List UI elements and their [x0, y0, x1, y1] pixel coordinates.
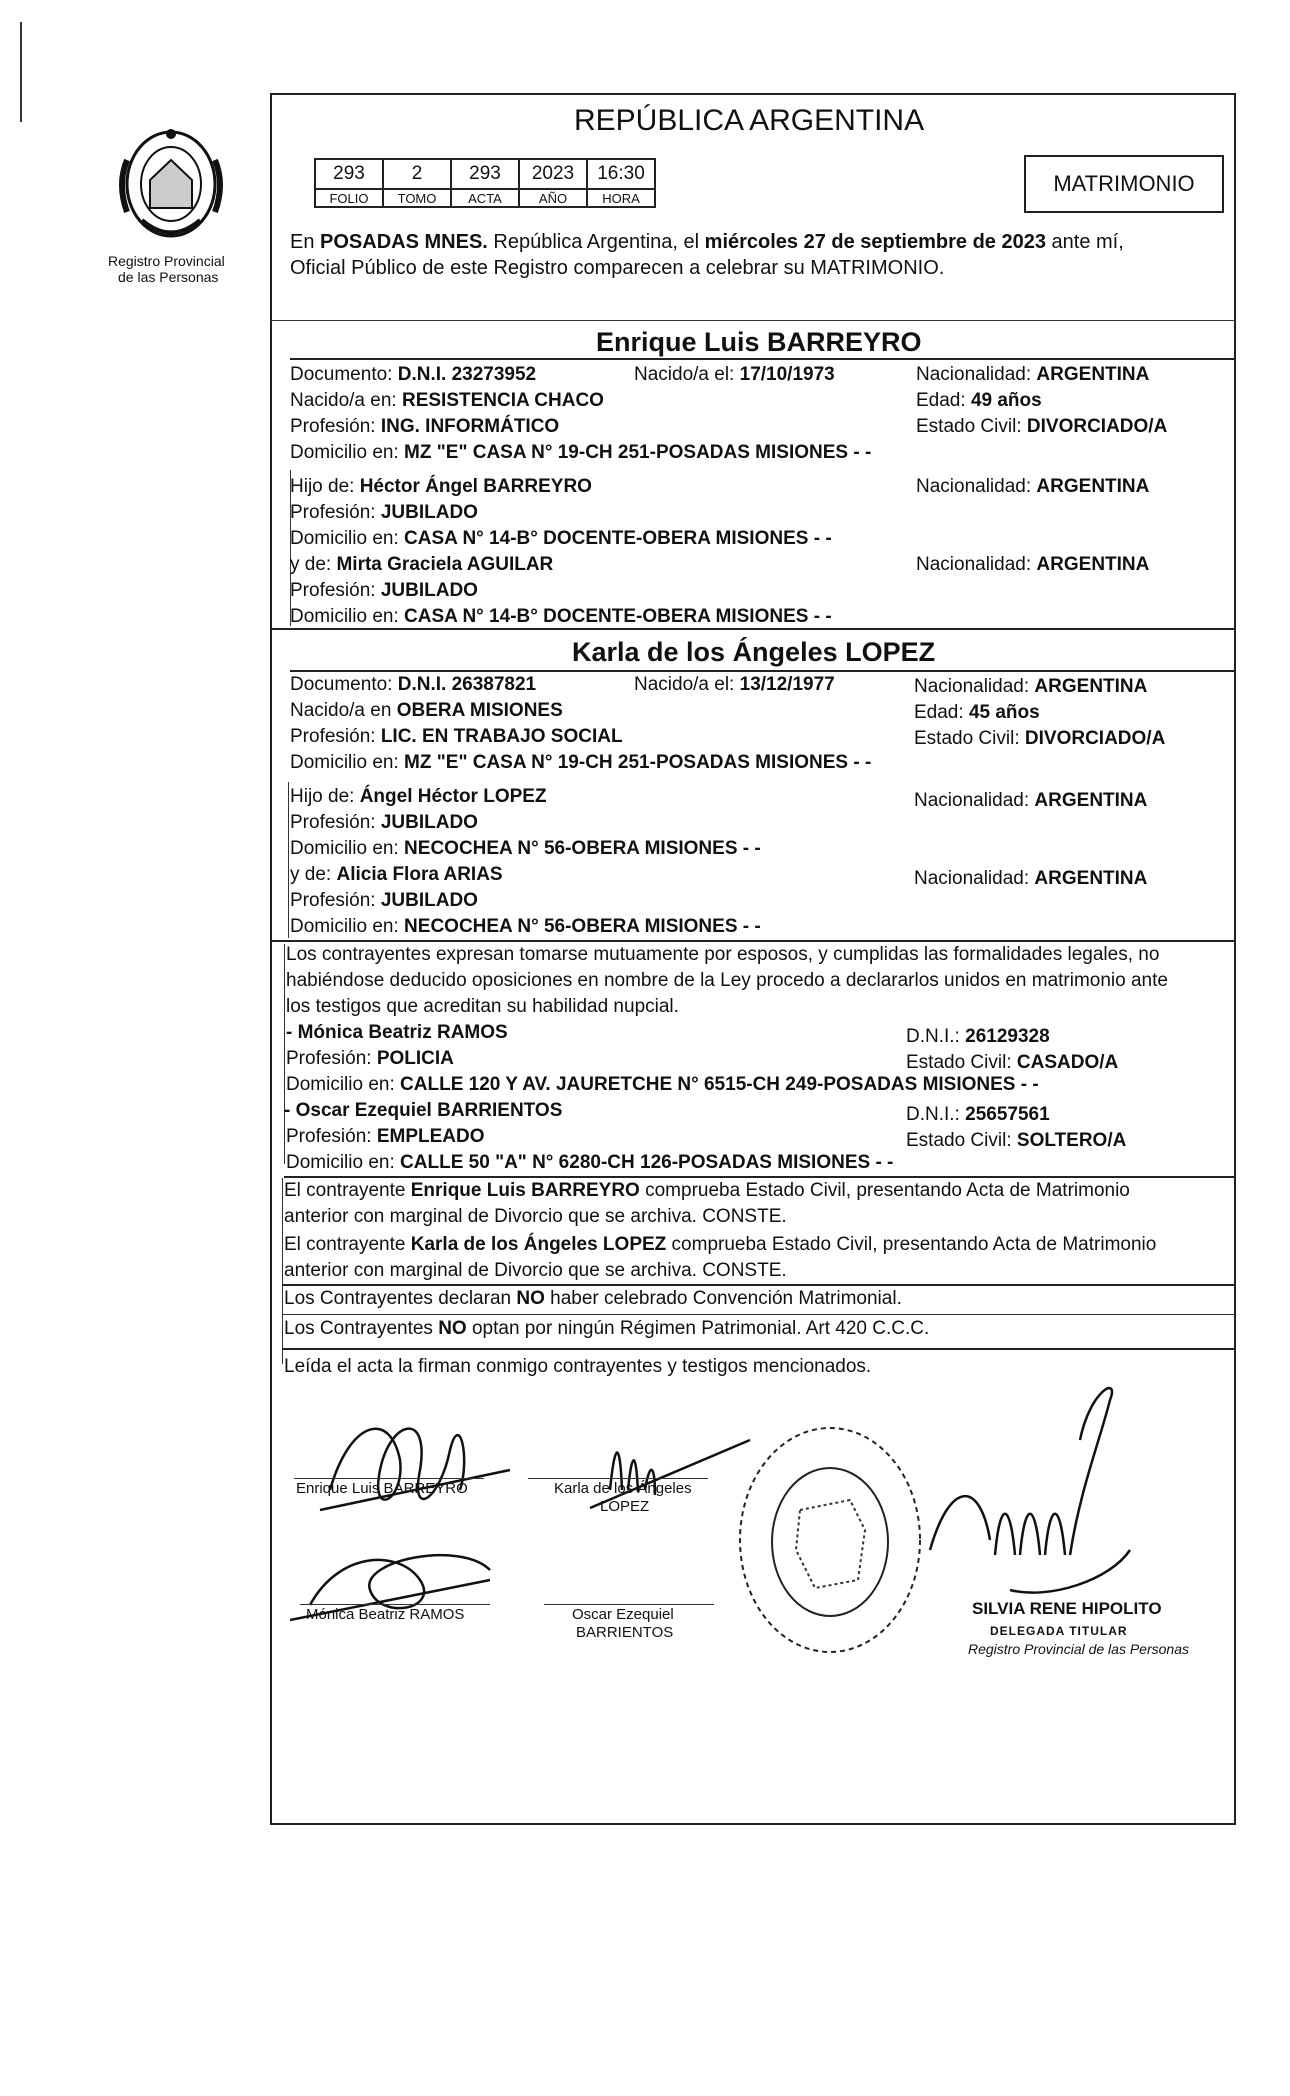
c1-birthplace: RESISTENCIA CHACO	[401, 390, 604, 411]
label: Profesión:	[290, 890, 376, 911]
intro-date: miércoles 27 de septiembre de 2023	[704, 231, 1046, 253]
c1-address: MZ "E" CASA N° 19-CH 251-POSADAS MISIONES - -	[404, 442, 872, 463]
label: Profesión:	[290, 580, 376, 601]
note3	[284, 1288, 902, 1310]
intro-line1	[290, 231, 1124, 253]
c1-madre-profesion	[290, 580, 478, 602]
note2-line1	[284, 1234, 1156, 1256]
sig-line-1	[294, 1478, 484, 1479]
declaration-line1: Los contrayentes expresan tomarse mutuamente por esposos, y cumplidas las formalidades legales, no	[286, 944, 1160, 965]
c2-nationality: ARGENTINA	[1034, 676, 1148, 697]
tomo-label: TOMO	[383, 189, 451, 207]
label: Profesión:	[290, 502, 376, 523]
c2-madre-nacionalidad	[914, 868, 1147, 890]
c1-madre	[290, 554, 553, 576]
divider-8	[282, 1314, 1236, 1315]
witness1-dni	[906, 1026, 1050, 1048]
label: Domicilio en:	[290, 838, 399, 859]
registry-name-line2: de las Personas	[118, 269, 219, 285]
witness1-marital-status: CASADO/A	[1016, 1052, 1119, 1073]
witness2-address: CALLE 50 "A" N° 6280-CH 126-POSADAS MISIONES - -	[400, 1152, 894, 1173]
closing-statement: Leída el acta la firman conmigo contrayentes y testigos mencionados.	[284, 1356, 872, 1377]
country-title: REPÚBLICA ARGENTINA	[574, 104, 925, 137]
signature-label-monica: Mónica Beatriz RAMOS	[306, 1606, 465, 1623]
label: Profesión:	[290, 726, 376, 747]
c1-padre-profesion	[290, 502, 478, 524]
note-text: comprueba Estado Civil, presentando Acta de Matrimonio	[666, 1234, 1157, 1255]
label: Nacido/a en	[290, 700, 392, 721]
c1-domicilio	[290, 442, 871, 464]
witness2-marital-status: SOLTERO/A	[1016, 1130, 1127, 1151]
label: Nacionalidad:	[916, 364, 1032, 385]
official-round-stamp	[730, 1420, 930, 1660]
witness2-estado-civil	[906, 1130, 1126, 1152]
contrayente1-name: Enrique Luis BARREYRO	[596, 327, 922, 357]
label: Nacionalidad:	[914, 868, 1030, 889]
registry-name-line1: Registro Provincial	[108, 253, 225, 269]
c2-age: 45 años	[968, 702, 1040, 723]
c2-mother-address: NECOCHEA N° 56-OBERA MISIONES - -	[404, 916, 761, 937]
c2-father-nationality: ARGENTINA	[1034, 790, 1148, 811]
c1-padre	[290, 476, 592, 498]
witness1-estado-civil	[906, 1052, 1118, 1074]
c1-edad	[916, 390, 1042, 412]
divider-3	[270, 628, 1236, 630]
c1-madre-domicilio	[290, 606, 832, 628]
c2-documento	[290, 674, 536, 696]
c1-profesion	[290, 416, 559, 438]
label: Documento:	[290, 674, 393, 695]
c2-madre-profesion	[290, 890, 478, 912]
label: y de:	[290, 864, 332, 885]
label: Edad:	[914, 702, 964, 723]
c1-mother-profession: JUBILADO	[380, 580, 478, 601]
label: Domicilio en:	[286, 1152, 395, 1173]
label: Domicilio en:	[290, 442, 399, 463]
c2-padre-profesion	[290, 812, 478, 834]
registration-table	[314, 158, 656, 208]
witness2-dni	[906, 1104, 1050, 1126]
note-bold: Karla de los Ángeles LOPEZ	[410, 1234, 667, 1255]
c2-madre	[290, 864, 503, 886]
c2-marital-status: DIVORCIADO/A	[1024, 728, 1166, 749]
c2-dni: D.N.I. 26387821	[397, 674, 537, 695]
c1-mother-name: Mirta Graciela AGUILAR	[336, 554, 554, 575]
label: Nacionalidad:	[916, 554, 1032, 575]
acta-value: 293	[451, 159, 519, 189]
signature-label-enrique: Enrique Luis BARREYRO	[296, 1480, 468, 1497]
hora-value: 16:30	[587, 159, 655, 189]
c1-madre-nacionalidad	[916, 554, 1149, 576]
folio-label: FOLIO	[315, 189, 383, 207]
signature-label-karla-l1: Karla de los Ángeles	[554, 1480, 692, 1497]
c2-parents-border	[288, 782, 289, 938]
witness1-profesion	[286, 1048, 454, 1070]
c2-mother-profession: JUBILADO	[380, 890, 478, 911]
note-text: El contrayente	[284, 1234, 411, 1255]
c1-nacionalidad	[916, 364, 1149, 386]
hora-label: HORA	[587, 189, 655, 207]
signature-label-oscar-l1: Oscar Ezequiel	[572, 1606, 674, 1623]
divider-9	[282, 1348, 1236, 1350]
label: y de:	[290, 554, 332, 575]
label: D.N.I.:	[906, 1104, 960, 1125]
note-text: Los Contrayentes	[284, 1318, 439, 1339]
label: Domicilio en:	[290, 752, 399, 773]
c1-father-name: Héctor Ángel BARREYRO	[359, 476, 592, 497]
acta-label: ACTA	[451, 189, 519, 207]
note2-line2: anterior con marginal de Divorcio que se archiva. CONSTE.	[284, 1260, 787, 1281]
c1-documento	[290, 364, 536, 386]
intro-text-a: En	[290, 231, 321, 253]
c2-father-address: NECOCHEA N° 56-OBERA MISIONES - -	[404, 838, 761, 859]
label: Domicilio en:	[290, 606, 399, 627]
note-text: comprueba Estado Civil, presentando Acta de Matrimonio	[639, 1180, 1130, 1201]
c2-father-profession: JUBILADO	[380, 812, 478, 833]
c2-padre	[290, 786, 547, 808]
label: Estado Civil:	[906, 1130, 1012, 1151]
act-type-box: MATRIMONIO	[1024, 155, 1224, 213]
witness1-address: CALLE 120 Y AV. JAURETCHE N° 6515-CH 249-POSADAS MISIONES - -	[400, 1074, 1039, 1095]
divider-4	[290, 670, 1236, 672]
c1-padre-domicilio	[290, 528, 832, 550]
label: Estado Civil:	[916, 416, 1022, 437]
witness2-domicilio	[286, 1152, 893, 1174]
c2-profession: LIC. EN TRABAJO SOCIAL	[380, 726, 623, 747]
sig-line-4	[544, 1604, 714, 1605]
c2-nacionalidad	[914, 676, 1147, 698]
signature-label-oscar-l2: BARRIENTOS	[576, 1624, 674, 1641]
witness2-profession: EMPLEADO	[376, 1126, 485, 1147]
c1-nacido-en	[290, 390, 604, 412]
c2-nacido-el	[634, 674, 835, 696]
label: Profesión:	[286, 1126, 372, 1147]
c1-estado-civil	[916, 416, 1167, 438]
c2-madre-domicilio	[290, 916, 761, 938]
note-bold: NO	[438, 1318, 467, 1339]
note1-line1	[284, 1180, 1130, 1202]
label: Profesión:	[290, 416, 376, 437]
label: Nacionalidad:	[916, 476, 1032, 497]
declaration-line2: habiéndose deducido oposiciones en nombre de la Ley procedo a declararlos unidos en matrimonio ante	[286, 970, 1168, 991]
c2-mother-nationality: ARGENTINA	[1034, 868, 1148, 889]
intro-line2: Oficial Público de este Registro comparecen a celebrar su MATRIMONIO.	[290, 257, 945, 279]
witness2-name: - Oscar Ezequiel BARRIENTOS	[284, 1100, 563, 1121]
official-name: SILVIA RENE HIPOLITO	[972, 1599, 1162, 1618]
witness1-dni-value: 26129328	[965, 1026, 1050, 1047]
label: Profesión:	[286, 1048, 372, 1069]
note-text: optan por ningún Régimen Patrimonial. Art 420 C.C.C.	[466, 1318, 930, 1339]
ano-label: AÑO	[519, 189, 587, 207]
c2-father-name: Ángel Héctor LOPEZ	[359, 786, 547, 807]
label: Nacionalidad:	[914, 676, 1030, 697]
notes-border	[282, 1178, 283, 1364]
scan-edge-line	[20, 22, 22, 122]
label: Edad:	[916, 390, 966, 411]
contrayente2-name: Karla de los Ángeles LOPEZ	[572, 637, 936, 667]
c1-marital-status: DIVORCIADO/A	[1026, 416, 1168, 437]
label: Estado Civil:	[914, 728, 1020, 749]
c2-mother-name: Alicia Flora ARIAS	[336, 864, 503, 885]
divider-7	[282, 1284, 1236, 1286]
c2-padre-domicilio	[290, 838, 761, 860]
sig-line-2	[528, 1478, 708, 1479]
label: Domicilio en:	[290, 916, 399, 937]
label: Nacido/a en:	[290, 390, 397, 411]
label: Hijo de:	[290, 476, 355, 497]
c2-birthplace: OBERA MISIONES	[396, 700, 563, 721]
signature-official	[930, 1388, 1130, 1592]
c1-father-nationality: ARGENTINA	[1036, 476, 1150, 497]
c2-birthdate: 13/12/1977	[739, 674, 835, 695]
declaration-border	[284, 944, 285, 1164]
intro-place: POSADAS MNES.	[320, 231, 488, 253]
label: Nacionalidad:	[914, 790, 1030, 811]
c2-estado-civil	[914, 728, 1165, 750]
ano-value: 2023	[519, 159, 587, 189]
label: Domicilio en:	[290, 528, 399, 549]
province-seal-logo	[112, 120, 230, 252]
note-text: Los Contrayentes declaran	[284, 1288, 517, 1309]
official-role: DELEGADA TITULAR	[990, 1624, 1128, 1638]
c2-domicilio	[290, 752, 871, 774]
c1-age: 49 años	[970, 390, 1042, 411]
label: Documento:	[290, 364, 393, 385]
intro-text-c: ante mí,	[1045, 231, 1124, 253]
witness2-profesion	[286, 1126, 485, 1148]
signature-enrique	[320, 1429, 510, 1510]
divider-5	[270, 940, 1236, 942]
note-bold: Enrique Luis BARREYRO	[410, 1180, 640, 1201]
c2-address: MZ "E" CASA N° 19-CH 251-POSADAS MISIONES - -	[404, 752, 872, 773]
folio-value: 293	[315, 159, 383, 189]
witness1-name: - Mónica Beatriz RAMOS	[286, 1022, 508, 1043]
label: D.N.I.:	[906, 1026, 960, 1047]
c1-profession: ING. INFORMÁTICO	[380, 416, 560, 437]
label: Estado Civil:	[906, 1052, 1012, 1073]
witness2-dni-value: 25657561	[965, 1104, 1050, 1125]
sig-line-3	[300, 1604, 490, 1605]
divider-1	[270, 320, 1236, 321]
c1-dni: D.N.I. 23273952	[397, 364, 537, 385]
c1-father-profession: JUBILADO	[380, 502, 478, 523]
c1-father-address: CASA N° 14-B° DOCENTE-OBERA MISIONES - -	[404, 528, 832, 549]
c1-nacido-el	[634, 364, 835, 386]
official-org: Registro Provincial de las Personas	[968, 1641, 1189, 1657]
witness1-domicilio	[286, 1074, 1039, 1096]
c2-padre-nacionalidad	[914, 790, 1147, 812]
note1-line2: anterior con marginal de Divorcio que se archiva. CONSTE.	[284, 1206, 787, 1227]
tomo-value: 2	[383, 159, 451, 189]
witness1-profession: POLICIA	[376, 1048, 454, 1069]
c1-nationality: ARGENTINA	[1036, 364, 1150, 385]
divider-2	[290, 358, 1236, 360]
label: Domicilio en:	[286, 1074, 395, 1095]
label: Nacido/a el:	[634, 674, 735, 695]
label: Hijo de:	[290, 786, 355, 807]
c2-edad	[914, 702, 1040, 724]
note-text: El contrayente	[284, 1180, 411, 1201]
c2-nacido-en	[290, 700, 563, 722]
label: Profesión:	[290, 812, 376, 833]
c1-mother-nationality: ARGENTINA	[1036, 554, 1150, 575]
note-bold: NO	[516, 1288, 545, 1309]
label: Nacido/a el:	[634, 364, 735, 385]
c1-birthdate: 17/10/1973	[739, 364, 835, 385]
signature-label-karla-l2: LOPEZ	[600, 1498, 650, 1515]
divider-6	[284, 1176, 1236, 1178]
c1-mother-address: CASA N° 14-B° DOCENTE-OBERA MISIONES - -	[404, 606, 832, 627]
intro-text-b: República Argentina, el	[487, 231, 705, 253]
note-text: haber celebrado Convención Matrimonial.	[544, 1288, 902, 1309]
c2-profesion	[290, 726, 623, 748]
c1-padre-nacionalidad	[916, 476, 1149, 498]
declaration-line3: los testigos que acreditan su habilidad nupcial.	[286, 996, 679, 1017]
note4	[284, 1318, 929, 1340]
